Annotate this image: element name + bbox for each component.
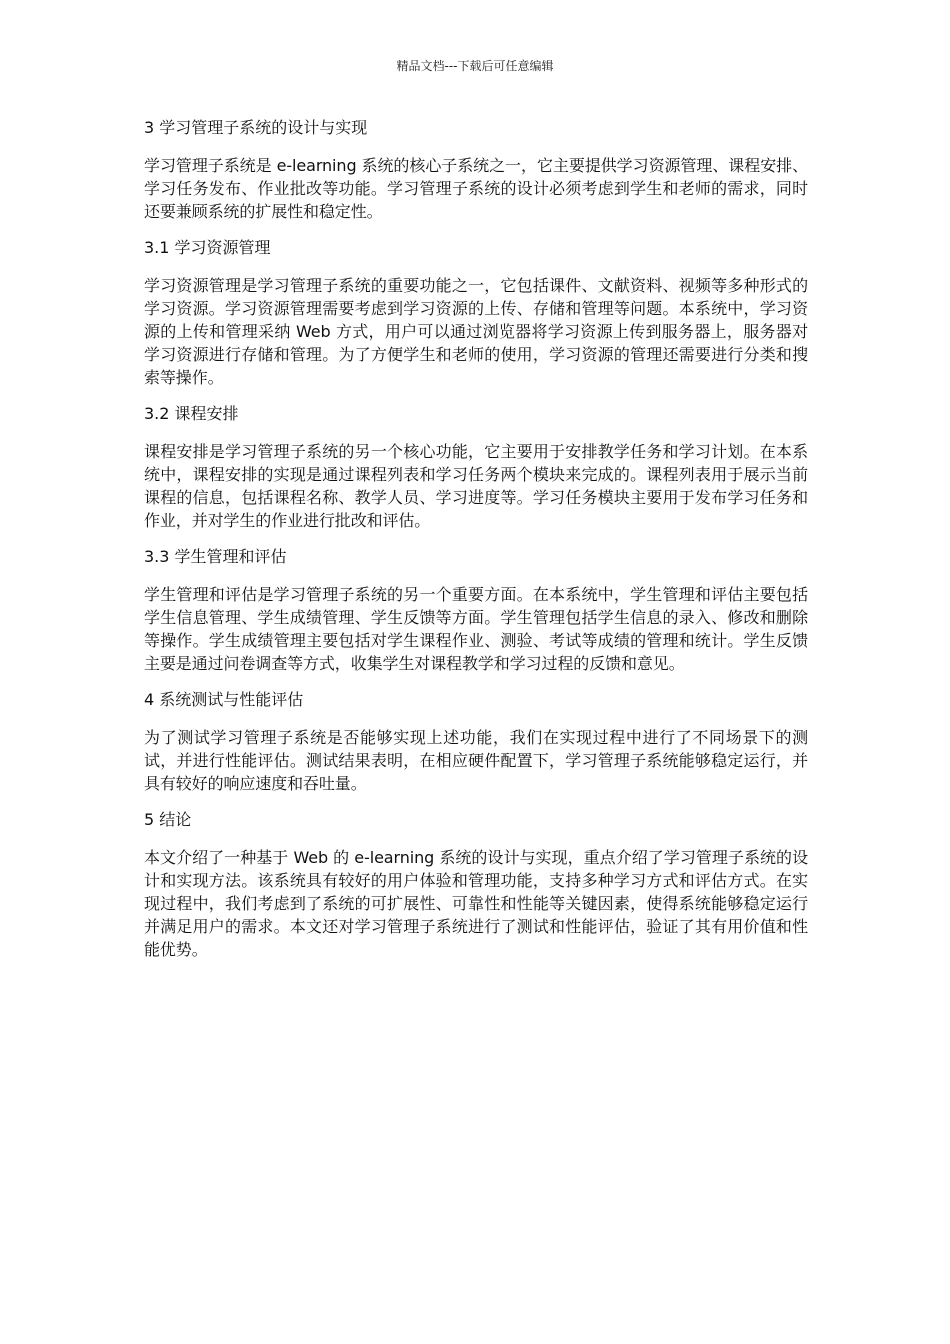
- section-heading: 5 结论: [144, 810, 192, 829]
- section-heading: 3.1 学习资源管理: [144, 238, 271, 257]
- section-paragraph: 学生管理和评估是学习管理子系统的另一个重要方面。在本系统中，学生管理和评估主要包括学生信息管理、学生成绩管理、学生反馈等方面。学生管理包括学生信息的录入、修改和删除等操作。学生成绩管理主要包括对学生课程作业、测验、考试等成绩的管理和统计。学生反馈主要是通过问卷调查等方式，收集学生对课程教学和学习过程的反馈和意见。: [144, 585, 808, 673]
- section-5: [144, 808, 808, 961]
- section-3-1: [144, 236, 808, 389]
- section-heading: 3 学习管理子系统的设计与实现: [144, 118, 368, 137]
- section-3-3: [144, 545, 808, 675]
- section-4: [144, 688, 808, 795]
- page-header: 精品文档---下载后可任意编辑: [396, 59, 554, 73]
- document-body: [144, 116, 808, 974]
- section-paragraph: 学习管理子系统是 e-learning 系统的核心子系统之一，它主要提供学习资源管理、课程安排、学习任务发布、作业批改等功能。学习管理子系统的设计必须考虑到学生和老师的需求，同时还要兼顾系统的扩展性和稳定性。: [144, 156, 808, 221]
- section-paragraph: 本文介绍了一种基于 Web 的 e-learning 系统的设计与实现，重点介绍了学习管理子系统的设计和实现方法。该系统具有较好的用户体验和管理功能，支持多种学习方式和评估方式。在实现过程中，我们考虑到了系统的可扩展性、可靠性和性能等关键因素，使得系统能够稳定运行并满足用户的需求。本文还对学习管理子系统进行了测试和性能评估，验证了其有用价值和性能优势。: [144, 848, 808, 959]
- section-paragraph: 学习资源管理是学习管理子系统的重要功能之一，它包括课件、文献资料、视频等多种形式的学习资源。学习资源管理需要考虑到学习资源的上传、存储和管理等问题。本系统中，学习资源的上传和管理采纳 Web 方式，用户可以通过浏览器将学习资源上传到服务器上，服务器对学习资源进行存储和管理。为了方便学生和老师的使用，学习资源的管理还需要进行分类和搜索等操作。: [144, 276, 808, 387]
- section-paragraph: 为了测试学习管理子系统是否能够实现上述功能，我们在实现过程中进行了不同场景下的测试，并进行性能评估。测试结果表明，在相应硬件配置下，学习管理子系统能够稳定运行，并具有较好的响应速度和吞吐量。: [144, 728, 808, 793]
- section-heading: 4 系统测试与性能评估: [144, 690, 304, 709]
- section-heading: 3.3 学生管理和评估: [144, 547, 287, 566]
- section-3-2: [144, 402, 808, 532]
- section-heading: 3.2 课程安排: [144, 404, 239, 423]
- section-paragraph: 课程安排是学习管理子系统的另一个核心功能，它主要用于安排教学任务和学习计划。在本系统中，课程安排的实现是通过课程列表和学习任务两个模块来完成的。课程列表用于展示当前课程的信息，包括课程名称、教学人员、学习进度等。学习任务模块主要用于发布学习任务和作业，并对学生的作业进行批改和评估。: [144, 442, 808, 530]
- section-3: [144, 116, 808, 223]
